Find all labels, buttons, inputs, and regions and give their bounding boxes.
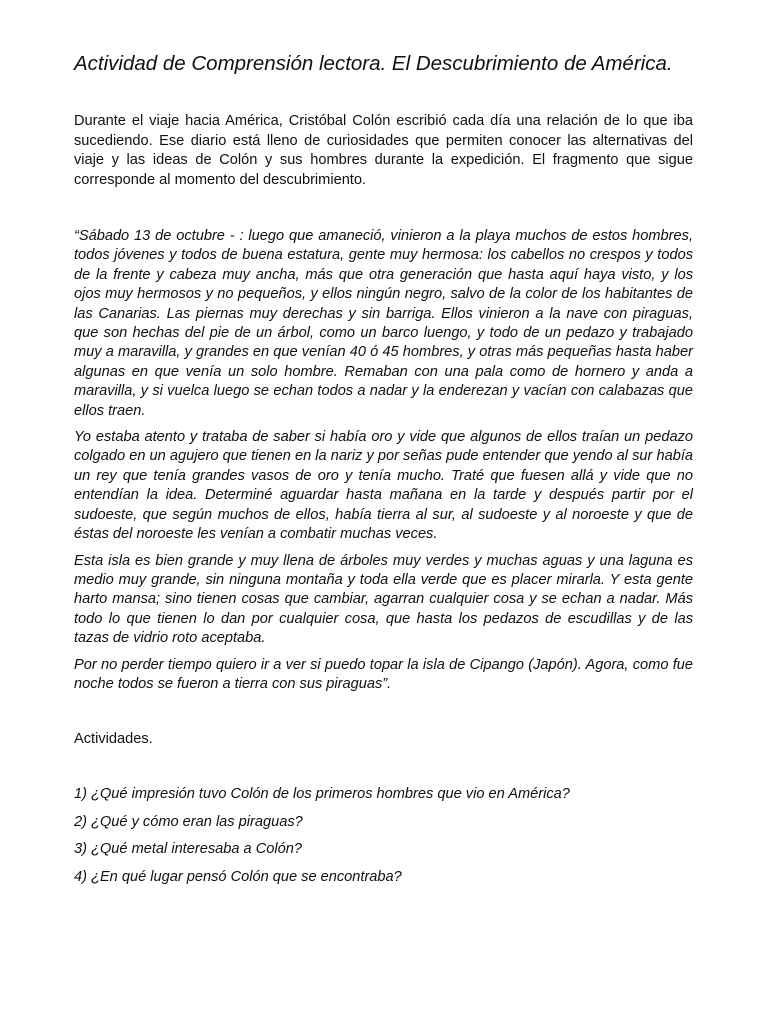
document-title: Actividad de Comprensión lectora. El Descubrimiento de América. [74,52,673,75]
quote-paragraph: Yo estaba atento y trataba de saber si había oro y vide que algunos de ellos traían un pedazo colgado en un agujero que tienen en la nariz y por señas pude entender que yendo al sur había un rey que tenía grandes vasos de oro y tenía mucho. Traté que fuesen allá y vide que no entendían la idea. Determiné aguardar hasta mañana en la tarde y después partir por el sudoeste, que según muchos de ellos, había tierra al sur, al sudoeste y al noroeste y que de éstas del noroeste les venían a combatir muchas veces. [74,429,693,543]
question-item: 4) ¿En qué lugar pensó Colón que se encontraba? [74,869,402,886]
question-item: 3) ¿Qué metal interesaba a Colón? [74,841,302,858]
intro-paragraph: Durante el viaje hacia América, Cristóbal Colón escribió cada día una relación de lo que iba sucediendo. Ese diario está lleno de curiosidades que permiten conocer las alternativas del viaje y las ideas de Colón y sus hombres durante la expedición. El fragmento que sigue corresponde al momento del descubrimiento. [74,113,693,188]
quote-paragraph: Por no perder tiempo quiero ir a ver si puedo topar la isla de Cipango (Japón). Agora, como fue noche todos se fueron a tierra con sus piraguas”. [74,656,693,692]
quote-paragraph: Esta isla es bien grande y muy llena de árboles muy verdes y muchas aguas y una laguna es medio muy grande, sin ninguna montaña y toda ella verde que es placer mirarla. Y esta gente harto mansa; sino tienen cosas que cambiar, agarran cualquier cosa y se echan a nadar. Más todo lo que tienen lo dan por cualquier cosa, que hasta los pedazos de escudillas y de las tazas de vidrio roto aceptaba. [74,552,693,647]
diary-quote [74,227,693,694]
question-item: 1) ¿Qué impresión tuvo Colón de los primeros hombres que vio en América? [74,785,570,802]
question-item: 2) ¿Qué y cómo eran las piraguas? [74,813,303,830]
activities-heading: Actividades. [74,731,153,748]
quote-paragraph: “Sábado 13 de octubre - : luego que amaneció, vinieron a la playa muchos de estos hombres, todos jóvenes y todos de buena estatura, gente muy hermosa: los cabellos no crespos y todos de la frente y cabeza muy ancha, más que otra generación que hasta aquí haya visto, y los ojos muy hermosos y no pequeños, y ellos ningún negro, salvo de la color de los habitantes de las Canarias. Las piernas muy derechas y sin barriga. Ellos vinieron a la nave con piraguas, que son hechas del pie de un árbol, como un barco luengo, y todo de un pedazo y trabajado muy a maravilla, y grandes en que venían 40 ó 45 hombres, y otras más pequeñas hasta haber algunas en que venía un solo hombre. Remaban con una pala como de hornero y anda a maravilla, y si vuelca luego se echan todos a nadar y la enderezan y vacían con calabazas que ellos traen. [74,228,693,419]
questions-list [74,785,693,888]
document-page [74,52,693,896]
